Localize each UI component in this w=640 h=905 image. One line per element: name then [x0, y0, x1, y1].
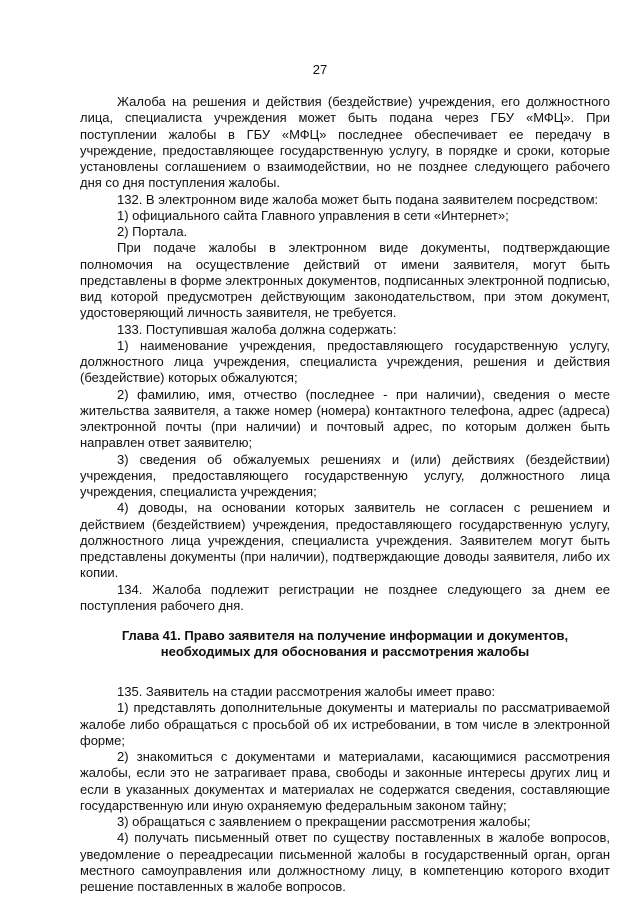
paragraph-135-item-4: 4) получать письменный ответ по существу поставленных в жалобе вопросов, уведомление о переадресации письменной жалобы в государственный орган, орган местного самоуправления или должностному лицу, в компетенцию которого входит решение поставленных в жалобе вопросов. — [80, 830, 610, 894]
paragraph-135-item-3: 3) обращаться с заявлением о прекращении рассмотрения жалобы; — [117, 814, 531, 829]
page-number: 27 — [312, 62, 328, 77]
paragraph-133-item-1: 1) наименование учреждения, предоставляющего государственную услугу, должностного лица учреждения, специалиста учреждения, решения и действия (бездействие) которых обжалуются; — [80, 337, 610, 386]
paragraph-135: 135. Заявитель на стадии рассмотрения жалобы имеет право: — [117, 684, 496, 699]
paragraph-132-item-2: 2) Портала. — [117, 224, 188, 239]
paragraph-electronic-submission: При подаче жалобы в электронном виде документы, подтверждающие полномочия на осуществление действий от имени заявителя, могут быть представлены в форме электронных документов, подписанных электронной подписью, вид которой предусмотрен действующим законодательством, при этом документ, удостоверяющий личность заявителя, не требуется. — [80, 240, 610, 321]
paragraph-132-item-1: 1) официального сайта Главного управления в сети «Интернет»; — [117, 207, 509, 223]
paragraph-135-item-1: 1) представлять дополнительные документы и материалы по рассматриваемой жалобе либо обращаться с просьбой об их истребовании, в том числе в электронной форме; — [80, 700, 610, 748]
chapter-heading-line-2: необходимых для обоснования и рассмотрения жалобы — [160, 644, 530, 659]
paragraph-132: 132. В электронном виде жалоба может быть подана заявителем посредством: — [117, 191, 599, 207]
paragraph-mfc-complaint: Жалоба на решения и действия (бездействие) учреждения, его должностного лица, специалиста учреждения может быть подана через ГБУ «МФЦ». При поступлении жалобы в ГБУ «МФЦ» последнее обеспечивает ее передачу в учреждение, предоставляющее государственную услугу, в порядке и сроки, которые установлены соглашением о взаимодействии, но не позднее следующего рабочего дня со дня поступления жалобы. — [80, 94, 610, 191]
paragraph-133-item-2: 2) фамилию, имя, отчество (последнее - при наличии), сведения о месте жительства заявителя, а также номер (номера) контактного телефона, адрес (адреса) электронной почты (при наличии) и почтовый адрес, по которым должен быть направлен ответ заявителю; — [80, 386, 610, 451]
paragraph-133-item-4: 4) доводы, на основании которых заявитель не согласен с решением и действием (бездействием) учреждения, предоставляющего государственную услугу, должностного лица учреждения, специалиста учреждения. Заявителем могут быть представлены документы (при наличии), подтверждающие доводы заявителя, либо их копии. — [80, 500, 610, 581]
chapter-heading-line-1: Глава 41. Право заявителя на получение информации и документов, — [121, 628, 569, 643]
paragraph-133: 133. Поступившая жалоба должна содержать: — [117, 321, 397, 337]
paragraph-133-item-3: 3) сведения об обжалуемых решениях и (или) действиях (бездействии) учреждения, предоставляющего государственную услугу, должностного лица учреждения, специалиста учреждения; — [80, 451, 610, 499]
chapter-heading — [80, 628, 610, 660]
paragraph-135-item-2: 2) знакомиться с документами и материалами, касающимися рассмотрения жалобы, если это не затрагивает права, свободы и законные интересы других лиц и если в указанных документах и материалах не содержатся сведения, составляющие государственную или иную охраняемую федеральным законом тайну; — [80, 749, 610, 813]
document-body — [80, 94, 610, 895]
paragraph-134: 134. Жалоба подлежит регистрации не позднее следующего за днем ее поступления рабочего дня. — [80, 581, 610, 613]
